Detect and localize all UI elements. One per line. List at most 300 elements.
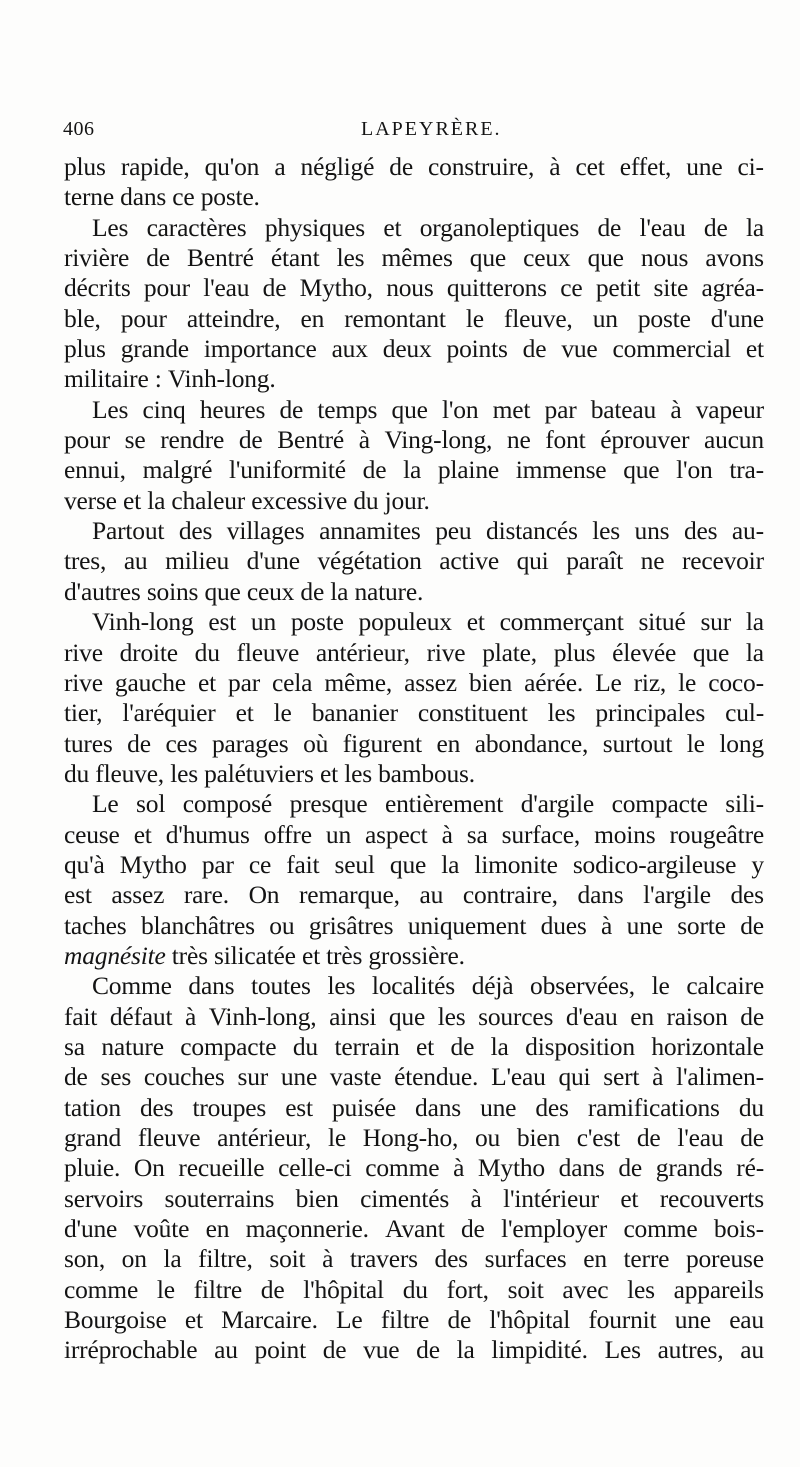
word: disposition — [525, 1031, 635, 1061]
word: nature — [101, 1031, 164, 1061]
word: fait — [286, 849, 320, 879]
word: la — [330, 576, 349, 606]
word: plus — [553, 637, 596, 667]
text-line — [64, 850, 764, 880]
word: que — [388, 1001, 426, 1031]
text-line — [64, 213, 764, 243]
word: un — [325, 819, 351, 849]
word: les — [170, 758, 198, 788]
word: ces — [165, 728, 198, 758]
word: des — [535, 1092, 569, 1122]
word: moins — [594, 819, 656, 849]
word: son, — [64, 1244, 105, 1274]
word: vue — [363, 1335, 400, 1365]
word: que — [391, 394, 428, 424]
word: milieu — [165, 546, 230, 576]
word: Hong-ho, — [362, 1123, 459, 1152]
word: au — [214, 1335, 238, 1365]
word: de — [450, 1031, 475, 1061]
word: construire, — [428, 152, 535, 181]
text-line — [64, 880, 764, 910]
word: en — [205, 1214, 230, 1244]
text-line — [64, 486, 764, 516]
word: l'uniformité — [228, 455, 346, 485]
word: l'on — [442, 394, 479, 424]
text-line — [64, 1335, 764, 1365]
word: fleuve — [137, 1123, 201, 1152]
word: point — [254, 1335, 306, 1365]
word: taches — [64, 910, 127, 940]
word: rive — [64, 667, 103, 697]
text-line — [64, 1275, 764, 1305]
word: éprouver — [600, 425, 690, 455]
word: troupes — [192, 1092, 267, 1122]
word: de — [238, 425, 263, 455]
word: de — [522, 334, 547, 364]
word: l'eau — [677, 1123, 724, 1152]
word: est — [285, 1092, 313, 1122]
word: nature. — [354, 576, 424, 606]
word: couches — [143, 1062, 225, 1092]
word: à — [184, 1001, 197, 1031]
word: travers — [349, 1244, 418, 1274]
text-line — [64, 395, 764, 425]
word: du — [353, 485, 379, 515]
word: en — [583, 1244, 607, 1274]
word: à — [470, 1183, 482, 1213]
word: chaleur — [171, 485, 246, 515]
word: physiques — [264, 212, 366, 242]
word: riz, — [633, 667, 667, 697]
word: caractères — [146, 212, 247, 242]
word: heures — [199, 394, 266, 424]
text-line — [64, 304, 764, 334]
word: d'une — [710, 303, 764, 333]
word: antérieur, — [217, 1123, 312, 1152]
word: pour — [120, 303, 167, 333]
text-line — [64, 759, 764, 789]
word: de — [447, 1305, 472, 1335]
word: annamites — [319, 516, 421, 546]
word: en — [300, 303, 325, 333]
word: eau — [729, 1305, 764, 1335]
word: et — [620, 1183, 639, 1213]
word: fournit — [588, 1305, 657, 1335]
word: l'eau — [639, 212, 686, 242]
word: et — [466, 607, 485, 637]
word: On — [248, 880, 280, 910]
word: Le — [336, 1305, 363, 1335]
word: remontant — [344, 303, 446, 333]
word: même, — [324, 667, 393, 697]
text-line — [64, 546, 764, 576]
word: puisée — [332, 1092, 396, 1122]
word: ceux — [523, 243, 571, 273]
word: droite — [119, 637, 178, 667]
word: importance — [203, 334, 317, 364]
word: élevée — [612, 637, 677, 667]
word: calcaire — [686, 971, 764, 1001]
word: Ving-long, — [384, 425, 493, 455]
word: active — [439, 546, 499, 576]
word: l'hôpital — [303, 1274, 384, 1304]
word: met — [492, 394, 531, 424]
word: avec — [562, 1274, 609, 1304]
word: des — [434, 1244, 468, 1274]
word: recevoir — [681, 546, 764, 576]
word: atteindre, — [186, 303, 281, 333]
word: blanchâtres — [140, 910, 255, 940]
word: et — [197, 667, 216, 697]
word: sol — [136, 789, 166, 819]
word: silicatée — [214, 940, 296, 970]
word: grands — [655, 1153, 723, 1183]
word: dans — [120, 182, 167, 212]
word: une — [686, 152, 723, 181]
word: et — [301, 940, 320, 970]
word: que — [623, 455, 660, 485]
word: le — [156, 1274, 175, 1304]
word: uns — [634, 516, 670, 546]
word: poste. — [200, 182, 260, 212]
word: qu'à — [64, 849, 105, 879]
word: bateau — [590, 394, 657, 424]
word: rare. — [183, 880, 229, 910]
word: d'eau — [565, 1001, 618, 1031]
word: sur — [700, 607, 732, 637]
word: l'aréquier — [122, 698, 216, 728]
word: d'une — [246, 546, 300, 576]
word: la — [745, 637, 764, 667]
word: l'eau — [203, 273, 250, 303]
word: bois- — [713, 1214, 764, 1244]
word: rive — [64, 637, 103, 667]
word: Le — [595, 667, 622, 697]
word: des — [139, 1092, 174, 1122]
word: de — [322, 1335, 347, 1365]
word: comme — [623, 1214, 698, 1244]
word: et — [745, 334, 764, 364]
word: aucun — [703, 425, 764, 455]
word: de — [740, 910, 764, 940]
word: le — [651, 971, 670, 1001]
word: malgré — [142, 455, 213, 485]
word: les — [344, 758, 372, 788]
word: au — [123, 546, 148, 576]
word: le — [678, 667, 697, 697]
word: l'employer — [501, 1214, 608, 1244]
word: de — [461, 1214, 485, 1244]
word: en — [630, 1001, 654, 1031]
word: à — [549, 152, 561, 181]
word: plate, — [482, 637, 537, 667]
word: du — [738, 1092, 764, 1122]
word: gauche — [114, 667, 186, 697]
word: le — [327, 1123, 346, 1152]
word: tation — [64, 1092, 121, 1122]
word: souterrains — [164, 1183, 275, 1213]
word: les — [547, 698, 576, 728]
word: fait — [64, 1001, 98, 1031]
word: à — [670, 394, 682, 424]
word: assez — [404, 667, 457, 697]
running-head: LAPEYRÈRE. — [361, 118, 502, 140]
word: figurent — [342, 728, 422, 758]
word: ce — [560, 273, 583, 303]
word: dues — [540, 910, 587, 940]
word: paraît — [566, 546, 624, 576]
word: que — [587, 243, 624, 273]
word: plus — [64, 152, 106, 181]
word: une — [480, 1092, 517, 1122]
word: verse — [64, 485, 117, 515]
word: cimentés — [360, 1183, 450, 1213]
word: Vinh-long, — [208, 1001, 317, 1031]
word: grisâtres — [308, 910, 394, 940]
word: très — [171, 940, 208, 970]
word: sorte — [677, 910, 726, 940]
word: de — [703, 212, 728, 242]
word: une — [280, 1062, 318, 1092]
word: bambous. — [378, 758, 475, 788]
word: compacte — [611, 789, 708, 819]
word: autres, — [657, 1335, 724, 1365]
word: sodico-argileuse — [572, 849, 737, 879]
word: de — [636, 1123, 661, 1152]
word: plaine — [437, 455, 499, 485]
word: le — [273, 698, 292, 728]
word: un — [592, 303, 618, 333]
word: limonite — [474, 849, 558, 879]
text-line — [64, 1305, 764, 1335]
word: militaire — [64, 364, 149, 394]
text-line — [64, 1093, 764, 1123]
word: terne — [64, 182, 114, 212]
word: et — [123, 485, 142, 515]
word: étant — [270, 243, 320, 273]
word: du — [402, 1274, 428, 1304]
word: tier, — [64, 698, 103, 728]
text-line — [64, 789, 764, 819]
word: Le — [92, 789, 119, 819]
word: long — [719, 728, 764, 758]
word: petit — [595, 273, 641, 303]
word: tures — [64, 728, 113, 758]
text-line — [64, 243, 764, 273]
word: recueille — [178, 1153, 265, 1183]
word: rive — [426, 637, 466, 667]
word: surface, — [501, 819, 581, 849]
word: que — [389, 849, 427, 879]
word: fleuve, — [95, 758, 164, 788]
word: vaste — [329, 1062, 382, 1092]
word: nous — [386, 273, 434, 303]
word: fleuve, — [503, 303, 573, 333]
text-line — [64, 516, 764, 546]
text-line — [64, 152, 764, 182]
word: cinq — [142, 394, 186, 424]
word: que — [692, 637, 730, 667]
word: les — [336, 243, 365, 273]
word: sili- — [725, 789, 764, 819]
word: on — [121, 1244, 147, 1274]
text-line — [64, 1062, 764, 1092]
word: par — [228, 667, 260, 697]
word: ci- — [737, 152, 764, 181]
word: recouverts — [659, 1183, 764, 1213]
word: les — [437, 1001, 466, 1031]
word: de — [416, 1335, 440, 1365]
word: jour. — [384, 485, 430, 515]
word: l'alimen- — [676, 1062, 764, 1092]
word: pour — [143, 273, 190, 303]
text-line — [64, 1214, 764, 1244]
word: qui — [516, 546, 549, 576]
word: grand — [64, 1123, 122, 1152]
word: les — [627, 1274, 655, 1304]
word: une — [674, 1305, 711, 1335]
word: est — [64, 880, 92, 910]
word: l'on — [676, 455, 713, 485]
text-line — [64, 1153, 764, 1183]
word: que — [204, 576, 241, 606]
word: distancés — [486, 516, 578, 546]
page-number: 406 — [63, 118, 95, 140]
word: bien — [468, 667, 513, 697]
word: rougeâtre — [669, 819, 764, 849]
word: soit — [507, 1274, 544, 1304]
word: en — [436, 728, 461, 758]
word: qu'on — [204, 152, 260, 181]
word: et — [235, 698, 254, 728]
word: les — [327, 971, 356, 1001]
word: à — [358, 425, 370, 455]
text-line — [64, 577, 764, 607]
word: à — [652, 1062, 664, 1092]
word: ou — [269, 910, 295, 940]
text-line — [64, 455, 764, 485]
word: cet — [575, 152, 605, 181]
word: comme — [365, 1153, 440, 1183]
word: compacte — [180, 1031, 277, 1061]
word: poste — [637, 303, 691, 333]
word: Comme — [92, 971, 172, 1001]
word: c'est — [576, 1123, 621, 1152]
word: l'hôpital — [489, 1305, 571, 1335]
word: contraire, — [462, 880, 558, 910]
word: excessive — [251, 485, 348, 515]
text-line — [64, 698, 764, 728]
word: assez — [111, 880, 165, 910]
word: au — [740, 1335, 764, 1365]
word: site — [653, 273, 689, 303]
text-line — [64, 941, 764, 971]
word: défaut — [109, 1001, 173, 1031]
word: grande — [120, 334, 189, 364]
word: ne — [640, 546, 665, 576]
word: points — [446, 334, 508, 364]
word: du — [194, 637, 220, 667]
word: agréa- — [701, 273, 764, 303]
word: y — [751, 849, 764, 879]
word: à — [441, 819, 453, 849]
word: Les — [604, 1335, 641, 1365]
word: et — [319, 758, 338, 788]
word: commercial — [612, 334, 731, 364]
word: antérieur, — [315, 637, 410, 667]
word: dans — [188, 971, 235, 1001]
word: filtre — [380, 1305, 430, 1335]
word: la — [745, 212, 764, 242]
word: Mytho — [119, 849, 187, 879]
word: uniquement — [407, 910, 527, 940]
word: commerçant — [499, 607, 624, 637]
word: poreuse — [685, 1244, 764, 1274]
word: de — [127, 728, 151, 758]
word: dans — [415, 1092, 461, 1122]
word: de — [389, 152, 413, 181]
word: font — [545, 425, 586, 455]
word: vue — [561, 334, 598, 364]
word: au- — [731, 516, 764, 546]
word: Partout — [92, 516, 165, 546]
text-line — [64, 1244, 764, 1274]
word: rapide, — [120, 152, 190, 181]
word: ainsi — [329, 1001, 377, 1031]
word: remarque, — [299, 880, 400, 910]
word: parages — [212, 728, 289, 758]
word: ennui, — [64, 455, 126, 485]
word: à — [601, 910, 613, 940]
word: principales — [595, 698, 706, 728]
word: offre — [263, 819, 312, 849]
text-line — [64, 729, 764, 759]
word: le — [686, 728, 705, 758]
word: la — [490, 1031, 509, 1061]
word: filtre — [193, 1274, 242, 1304]
word: dans — [558, 1153, 605, 1183]
text-line — [64, 638, 764, 668]
word: ramifications — [587, 1092, 720, 1122]
word: irréprochable — [64, 1335, 198, 1365]
word: l'argile — [643, 880, 711, 910]
word: ce — [172, 182, 195, 212]
word: palétuviers — [204, 758, 314, 788]
word: raison — [666, 1001, 728, 1031]
word: composé — [182, 789, 273, 819]
word: organoleptiques — [419, 212, 580, 242]
word: la — [147, 485, 166, 515]
text-line — [64, 425, 764, 455]
word: un — [250, 607, 277, 637]
word: la — [163, 1244, 182, 1274]
word: tra- — [729, 455, 764, 485]
word: presque — [289, 789, 368, 819]
word: par — [201, 849, 234, 879]
word: bananier — [311, 698, 398, 728]
word: de — [64, 1062, 88, 1092]
word: d'humus — [165, 819, 250, 849]
word: d'argile — [520, 789, 595, 819]
word: horizontale — [651, 1031, 764, 1061]
word: fleuve — [236, 637, 300, 667]
word: par — [544, 394, 577, 424]
word: la — [403, 455, 422, 485]
word: Mytho, — [299, 273, 373, 303]
word: filtre, — [198, 1244, 253, 1274]
word: Bourgoise — [64, 1305, 167, 1335]
word: voûte — [133, 1214, 190, 1244]
